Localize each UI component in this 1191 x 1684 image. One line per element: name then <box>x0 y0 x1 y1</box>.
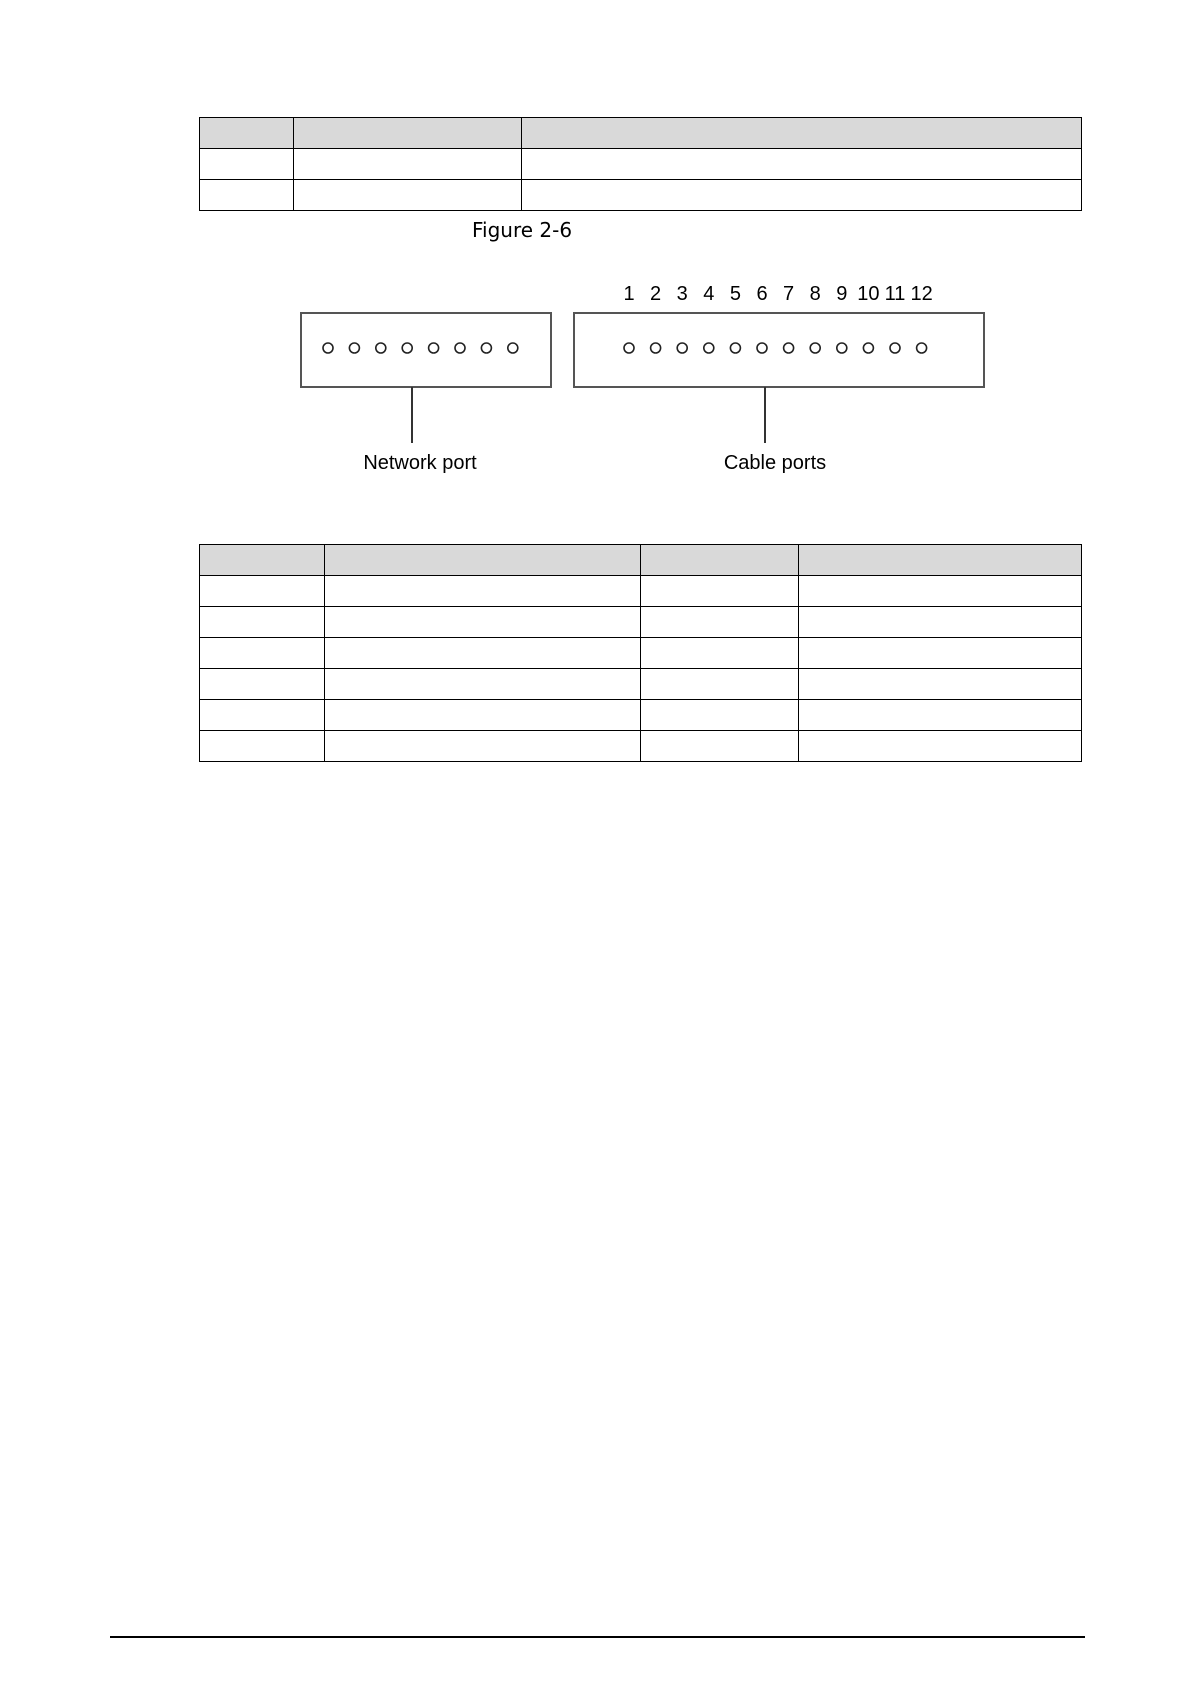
table-cell <box>200 669 325 700</box>
network-pin <box>323 343 333 353</box>
cable-pin <box>624 343 634 353</box>
table-cell <box>325 607 641 638</box>
table-cell <box>325 700 641 731</box>
table-row <box>200 576 1082 607</box>
table-cell <box>799 607 1082 638</box>
table-cell <box>200 607 325 638</box>
figure-caption: Figure 2-6 <box>472 218 573 242</box>
table-cell <box>641 669 799 700</box>
cable-pin <box>784 343 794 353</box>
table-row <box>200 607 1082 638</box>
cable-pin-number: 3 <box>676 283 688 305</box>
cable-pin-number: 7 <box>783 283 795 305</box>
table-cell <box>641 700 799 731</box>
table-cell <box>641 731 799 762</box>
table-cell <box>641 607 799 638</box>
network-pin <box>376 343 386 353</box>
table-cell <box>641 638 799 669</box>
table-cell <box>799 731 1082 762</box>
network-pin <box>349 343 359 353</box>
cable-pin-number: 10 <box>857 283 880 305</box>
network-pins <box>323 343 518 353</box>
cable-pin-number: 9 <box>836 283 848 305</box>
network-pin <box>481 343 491 353</box>
cable-pin <box>651 343 661 353</box>
cable-pin-number: 12 <box>910 283 933 305</box>
table-cell <box>325 638 641 669</box>
cable-pin <box>863 343 873 353</box>
table-cell <box>200 576 325 607</box>
network-port-box <box>301 313 551 387</box>
table-row <box>200 638 1082 669</box>
header-cell <box>799 545 1082 576</box>
cable-pin <box>890 343 900 353</box>
cable-pin-number: 1 <box>623 283 635 305</box>
table-cell <box>200 700 325 731</box>
network-port-label: Network port <box>363 452 477 474</box>
cable-pins <box>624 343 927 353</box>
cable-pin <box>677 343 687 353</box>
table-cell <box>799 700 1082 731</box>
cable-pin-number: 5 <box>729 283 741 305</box>
header-cell <box>325 545 641 576</box>
port-diagram <box>0 0 1191 520</box>
table-cell <box>325 731 641 762</box>
table-cell <box>325 576 641 607</box>
header-cell <box>641 545 799 576</box>
table-row <box>200 669 1082 700</box>
cable-pin-number: 11 <box>884 283 906 305</box>
cable-pin <box>704 343 714 353</box>
header-cell <box>200 545 325 576</box>
cable-pin-number: 8 <box>809 283 821 305</box>
cable-pin <box>810 343 820 353</box>
cable-ports-box <box>574 313 984 387</box>
table-row <box>200 731 1082 762</box>
table-row <box>200 700 1082 731</box>
table-cell <box>325 669 641 700</box>
footer-rule <box>110 1636 1085 1638</box>
table-cell <box>200 731 325 762</box>
cable-pin <box>730 343 740 353</box>
table-cell <box>200 638 325 669</box>
table-cell <box>799 576 1082 607</box>
bottom-table <box>199 544 1082 762</box>
cable-pin-numbers <box>623 283 932 305</box>
cable-pin <box>837 343 847 353</box>
cable-pin-number: 6 <box>756 283 768 305</box>
cable-pin <box>917 343 927 353</box>
network-pin <box>402 343 412 353</box>
cable-ports-label: Cable ports <box>723 452 827 474</box>
network-pin <box>429 343 439 353</box>
cable-pin-number: 2 <box>650 283 662 305</box>
table-cell <box>799 669 1082 700</box>
cable-pin-number: 4 <box>703 283 715 305</box>
table-cell <box>641 576 799 607</box>
cable-pin <box>757 343 767 353</box>
network-pin <box>508 343 518 353</box>
network-pin <box>455 343 465 353</box>
table-header-row <box>200 545 1082 576</box>
table-cell <box>799 638 1082 669</box>
